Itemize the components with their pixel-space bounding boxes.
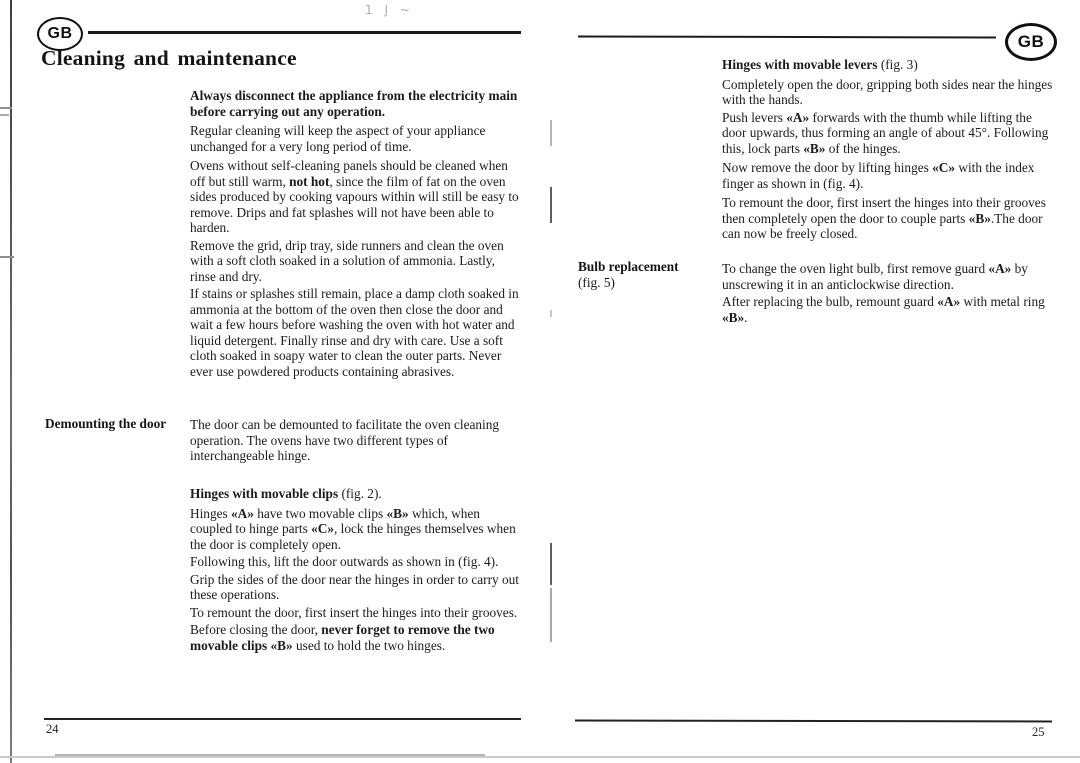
paragraph-intro	[190, 88, 523, 119]
right-column-bulb	[722, 261, 1054, 325]
text-run-bold: «A»	[988, 261, 1012, 276]
scan-mark	[0, 107, 12, 109]
right-column-hinges-levers	[722, 57, 1054, 242]
sidebar-label-demounting: Demounting the door	[45, 416, 167, 431]
left-column-demounting	[190, 417, 523, 464]
paragraph-after-replacing	[722, 294, 1054, 325]
text-run: Ovens without self-cleaning panels should be cleaned when off but still warm,	[190, 158, 508, 189]
text-run: (fig. 2).	[338, 486, 382, 501]
gb-badge-label: GB	[1017, 32, 1045, 51]
paragraph-regular-cleaning: Regular cleaning will keep the aspect of your appliance unchanged for a very long period of time.	[190, 123, 486, 154]
text-run-bold: «B»	[386, 505, 409, 521]
text-run-bold: «A»	[231, 505, 254, 521]
text-run-bold: «C»	[932, 160, 956, 175]
scan-gutter-mark	[550, 588, 552, 642]
paragraph-remount: To remount the door, first insert the hinges into their grooves.	[190, 604, 518, 620]
scan-gutter-mark	[550, 120, 552, 146]
paragraph-before-closing	[190, 622, 523, 653]
text-run: Always disconnect the appliance from the electricity main before carrying out any operation.	[190, 88, 518, 119]
scan-bottom-edge	[0, 756, 1080, 758]
text-run-bold: Hinges with movable levers	[722, 57, 878, 72]
pencil-annotation: 1 J ~	[365, 3, 414, 17]
scan-mark	[0, 114, 9, 116]
paragraph-hinges-a	[190, 506, 523, 553]
text-run: (fig. 3)	[877, 57, 918, 72]
paragraph-ovens	[190, 158, 523, 236]
sidebar-label-bulb	[578, 259, 679, 290]
text-run-bold: never forget to remove the two movable clips «B»	[190, 622, 495, 653]
text-run: Hinges	[190, 505, 231, 521]
heading-hinges-clips	[190, 486, 523, 502]
scan-edge-line	[10, 0, 12, 763]
text-run: , lock the hinges themselves when the door is completely open.	[190, 521, 516, 552]
left-column-cleaning	[190, 88, 523, 379]
text-run: , since the film of fat on the oven sides produced by cooking vapours within will still be easy to remove. Drips and fat splashes will not have been able to harden.	[190, 173, 519, 235]
scan-bottom-edge	[55, 754, 485, 756]
text-run-bold: «A»	[786, 109, 810, 125]
paragraph-stains: If stains or splashes still remain, place a damp cloth soaked in ammonia at the bottom of the oven then close the door and wait a few hours before washing the oven with hot water and liquid detergent. Finally rinse and dry with care. Use a soft cloth soaked in soapy water to clean the outer parts. Never ever use powdered products containing abrasives.	[190, 286, 519, 379]
text-run: .The door can now be freely closed.	[722, 210, 1043, 241]
text-run: used to hold the two hinges.	[292, 637, 446, 653]
text-run: with the index finger as shown in (fig. 4).	[722, 160, 1035, 191]
text-run: After replacing the bulb, remount guard	[722, 294, 938, 309]
paragraph-grip: Grip the sides of the door near the hinges in order to carry out these operations.	[190, 571, 520, 602]
header-rule-right	[578, 35, 996, 38]
text-run-bold: «B»	[968, 210, 991, 226]
text-run-bold: not hot	[289, 173, 330, 189]
page-number-right: 25	[1032, 725, 1045, 739]
text-run-bold: «B»	[722, 309, 745, 325]
paragraph-remove-grid: Remove the grid, drip tray, side runners and clean the oven with a soft cloth soaked in a solution of ammonia. Lastly, rinse and dry.	[190, 237, 504, 284]
text-run-bold: Hinges with movable clips	[190, 486, 339, 501]
header-rule-left	[88, 31, 521, 34]
text-run: have two movable clips	[253, 505, 387, 521]
paragraph-change-bulb	[722, 261, 1054, 292]
scan-gutter-mark	[550, 310, 552, 317]
text-run: To change the oven light bulb, first remove guard	[722, 261, 989, 276]
scan-gutter-mark	[550, 187, 552, 223]
gb-badge-label: GB	[47, 25, 73, 42]
text-run: forwards with the thumb while lifting the door upwards, thus forming an angle of about 45°. Following this, lock parts	[722, 109, 1049, 156]
paragraph-now-remove	[722, 160, 1054, 191]
left-column-hinges-clips	[190, 486, 523, 653]
text-run: Push levers	[722, 109, 787, 125]
sidebar-label-bulb-title: Bulb replacement	[578, 259, 679, 274]
sidebar-label-bulb-fig: (fig. 5)	[578, 274, 615, 290]
text-run-bold: «A»	[937, 294, 961, 309]
text-run: which, when coupled to hinge parts	[190, 505, 480, 536]
text-run-bold: «B»	[803, 140, 826, 156]
text-run: .	[744, 309, 748, 325]
gb-badge-right	[1005, 23, 1057, 61]
text-run: by unscrewing it in an anticlockwise direction.	[722, 261, 1028, 292]
page-number-left: 24	[46, 722, 59, 736]
text-run: of the hinges.	[825, 140, 901, 156]
paragraph-push-levers	[722, 110, 1054, 157]
text-run: Before closing the door,	[190, 622, 322, 637]
paragraph-remount-door	[722, 195, 1054, 242]
footer-rule-right	[575, 720, 1052, 722]
text-run: with metal ring	[960, 294, 1045, 309]
paragraph-following: Following this, lift the door outwards as shown in (fig. 4).	[190, 554, 499, 569]
heading-hinges-levers	[722, 57, 1054, 73]
paragraph-demount: The door can be demounted to facilitate the oven cleaning operation. The ovens have two different types of interchangeable hinge.	[190, 417, 500, 463]
scan-mark	[0, 256, 14, 258]
text-run: Now remove the door by lifting hinges	[722, 160, 933, 175]
text-run: To remount the door, first insert the hinges into their grooves then completely open the door to couple parts	[722, 195, 1046, 226]
footer-rule-left	[44, 718, 521, 720]
text-run-bold: «C»	[311, 521, 335, 536]
scan-gutter-mark	[550, 543, 552, 585]
page-title: Cleaning and maintenance	[41, 46, 297, 70]
paragraph-open-door: Completely open the door, gripping both sides near the hinges with the hands.	[722, 76, 1053, 107]
